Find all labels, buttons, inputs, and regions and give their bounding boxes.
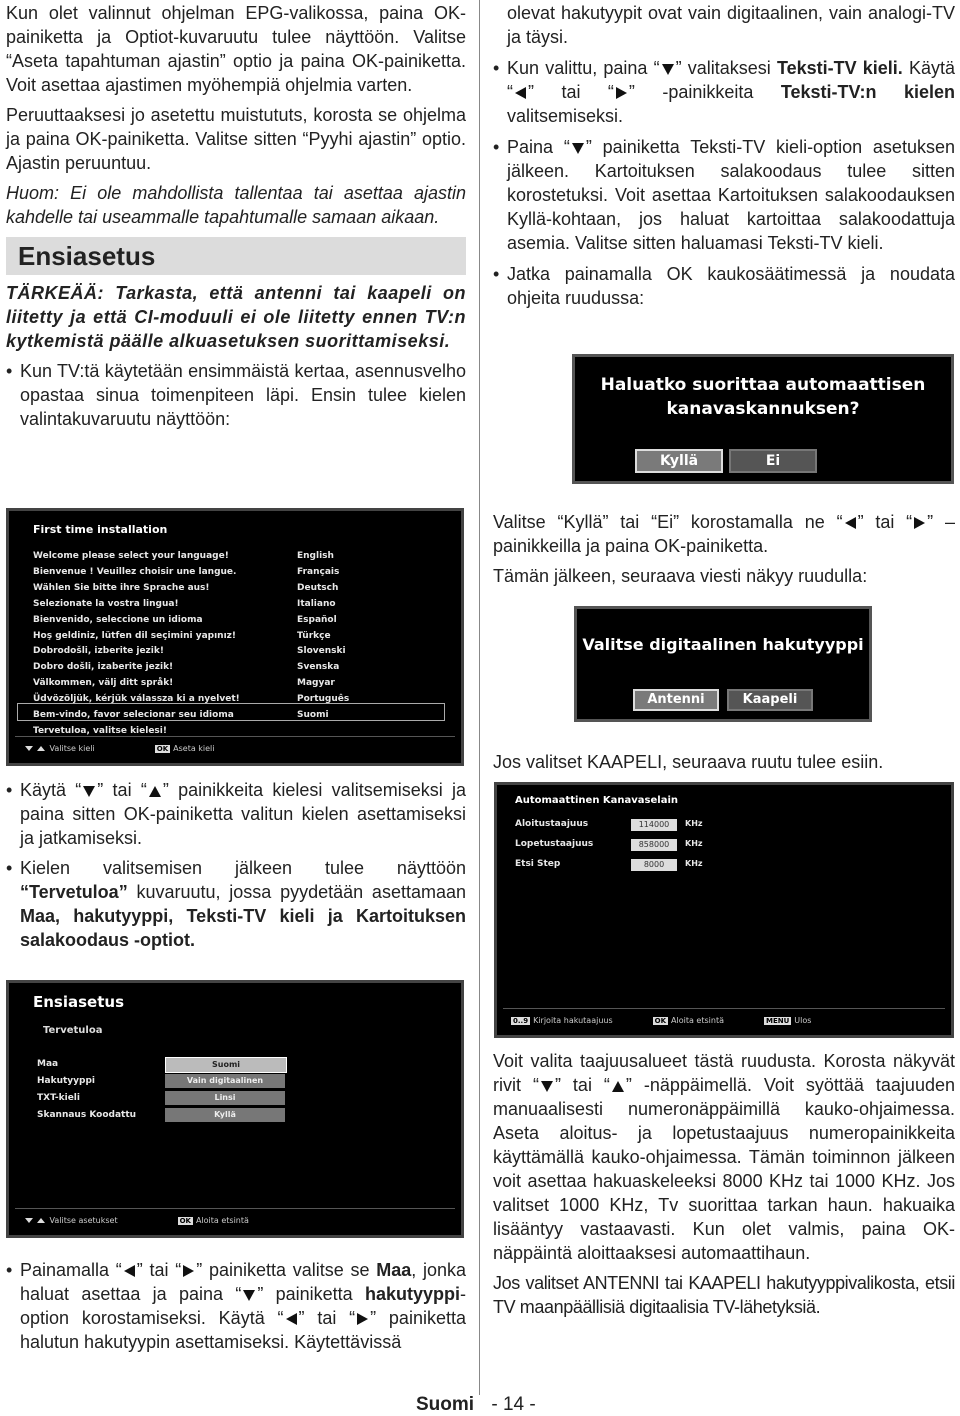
antenna-button[interactable]: Antenni xyxy=(633,689,719,711)
down-arrow-icon xyxy=(541,1081,553,1092)
footer-ok-label: Aseta kieli xyxy=(173,743,215,753)
bullet-select-language xyxy=(6,778,466,850)
cable-row-value[interactable]: 114000 xyxy=(631,819,677,831)
language-prompt: Üdvözöljük, kérjük válassza ki a nyelvet! xyxy=(33,694,240,705)
footer-digits-label: Kirjoita hakutaajuus xyxy=(533,1015,613,1025)
language-option[interactable]: Türkçe xyxy=(297,630,331,641)
ok-key-icon: OK xyxy=(156,744,169,753)
text-span: ” painiketta valitse se xyxy=(196,1260,377,1280)
footer-ok-label: Aloita etsintä xyxy=(195,1215,249,1225)
language-option[interactable]: Español xyxy=(297,614,337,625)
teletext-word: Teksti-TV kieli. xyxy=(776,58,903,78)
footer-select-hint xyxy=(23,1216,118,1225)
welcome-screen xyxy=(6,980,464,1238)
column-divider xyxy=(479,0,480,1395)
welcome-label: Hakutyyppi xyxy=(37,1076,96,1086)
cable-row-unit: KHz xyxy=(685,859,703,868)
bullet-teletext xyxy=(493,56,955,128)
right-arrow-icon xyxy=(914,517,925,529)
up-arrow-icon xyxy=(37,746,45,751)
welcome-screen-subtitle: Tervetuloa xyxy=(43,1025,103,1036)
paragraph-after: Tämän jälkeen, seuraava viesti näkyy ruudulla: xyxy=(493,566,868,586)
paragraph-cable: Jos valitset KAAPELI, seuraava ruutu tulee esiin. xyxy=(493,752,884,772)
text-span: Painamalla “ xyxy=(20,1260,122,1280)
language-prompt: Dobrodošli, izberite jezik! xyxy=(33,646,164,657)
right-column-cable-text xyxy=(493,750,955,774)
text-span: ” –painikkeilla ja paina OK-painiketta. xyxy=(493,512,955,556)
down-arrow-icon xyxy=(662,64,674,75)
yes-button[interactable]: Kyllä xyxy=(635,449,723,473)
text-span: ” tai “ xyxy=(136,1260,182,1280)
left-column-bottom xyxy=(6,1258,466,1354)
warning-paragraph: TÄRKEÄÄ: Tarkasta, että antenni tai kaapeli on liitetty ja että CI-moduuli ei ole liitetty ennen TV:n kytkemistä päälle alkuasetuksen suorittamiseksi. xyxy=(6,283,466,351)
welcome-screen-title: Ensiasetus xyxy=(33,993,124,1011)
text-span: ” -painikkeita xyxy=(628,82,781,102)
footer-digits-hint xyxy=(511,1016,613,1025)
down-arrow-icon xyxy=(83,786,95,797)
question-line-2: kanavaskannuksen? xyxy=(666,399,860,419)
language-prompt: Wählen Sie bitte ihre Sprache aus! xyxy=(33,582,210,593)
footer-ok-hint xyxy=(155,744,215,753)
text-span: ” tai “ xyxy=(97,780,147,800)
paragraph-antenna-cable: Jos valitset ANTENNI tai KAAPELI hakutyyppivalikosta, etsii TV maanpäällisiä digitaalisia TV-lähetyksiä. xyxy=(493,1273,955,1317)
digit-keys-icon: 0..9 xyxy=(513,1016,529,1025)
text-span: ” painiketta Teksti-TV kieli-option asetuksen jälkeen. Kartoituksen salakoodaus tulee sitten korostetuksi. Voit asettaa Kartoituksen salakoodauksen Kyllä-kohtaan, jos haluat kartoittaa salakoodattuja asemia. Valitse sitten haluamasi Teksti-TV kieli. xyxy=(507,137,955,253)
no-button[interactable]: Ei xyxy=(729,449,817,473)
cable-button[interactable]: Kaapeli xyxy=(727,689,813,711)
language-screen-title: First time installation xyxy=(33,523,168,536)
left-column xyxy=(6,0,466,431)
text-span: Jatka painamalla OK kaukosäätimessä ja noudata ohjeita ruudussa: xyxy=(507,264,955,308)
ok-key-icon: OK xyxy=(654,1016,667,1025)
language-option[interactable]: Suomi xyxy=(297,710,329,721)
text-span: valitsemiseksi. xyxy=(507,106,624,126)
cable-row-unit: KHz xyxy=(685,839,703,848)
cable-row-label: Etsi Step xyxy=(515,859,561,869)
language-option[interactable]: Deutsch xyxy=(297,582,339,593)
text-span: Käytä “ xyxy=(20,780,82,800)
footer-select-label: Valitse kieli xyxy=(49,743,95,753)
ok-key-icon: OK xyxy=(179,1216,191,1225)
bullet-scrambled xyxy=(493,135,955,255)
language-prompt: Bienvenue ! Veuillez choisir une langue. xyxy=(33,566,237,577)
language-option[interactable]: Italiano xyxy=(297,598,336,609)
text-span: ” tai “ xyxy=(554,1075,610,1095)
footer-select-hint xyxy=(23,744,95,753)
teletext-lang-word: Teksti-TV:n kielen xyxy=(780,82,955,102)
cable-row-value[interactable]: 8000 xyxy=(631,859,677,871)
footer-select-label: Valitse asetukset xyxy=(49,1215,118,1225)
welcome-screen-footer xyxy=(15,1208,455,1231)
search-type-word: hakutyyppi xyxy=(364,1284,460,1304)
down-arrow-icon xyxy=(25,746,33,751)
language-prompt: Welcome please select your language! xyxy=(33,551,229,561)
text-span: ” tai “ xyxy=(857,512,913,532)
footer-ok-hint xyxy=(178,1216,249,1225)
welcome-label: Skannaus Koodattu xyxy=(37,1110,137,1120)
right-column xyxy=(493,0,955,310)
language-prompt: Välkommen, välj ditt språk! xyxy=(33,678,174,689)
language-prompt: Dobro došli, izaberite jezik! xyxy=(33,662,174,673)
text-span: , jonka haluat asettaa ja paina “ xyxy=(20,1260,466,1304)
welcome-name: “Tervetuloa” xyxy=(20,882,128,902)
bullet-country xyxy=(6,1258,466,1354)
right-column-bottom xyxy=(493,1049,955,1319)
paragraph-search-types: olevat hakutyypit ovat vain digitaalinen, vain analogi-TV ja täysi. xyxy=(507,3,955,47)
welcome-value[interactable]: Kyllä xyxy=(165,1108,285,1122)
footer-menu-label: Ulos xyxy=(794,1015,812,1025)
language-prompt: Bem-vindo, favor selecionar seu idioma xyxy=(33,710,234,721)
text-span: ” tai “ xyxy=(528,82,614,102)
country-word: Maa xyxy=(376,1260,412,1280)
footer-ok-hint xyxy=(653,1016,724,1025)
left-arrow-icon xyxy=(515,87,526,99)
cable-scan-screen xyxy=(494,782,954,1038)
language-option[interactable]: Svenska xyxy=(297,662,340,673)
right-column-mid xyxy=(493,510,955,588)
text-span: Kun valittu, paina “ xyxy=(507,58,660,78)
text-span: ” painiketta xyxy=(257,1284,365,1304)
right-arrow-icon xyxy=(183,1265,194,1277)
text-span: ” painikkeita kielesi valitsemiseksi ja paina sitten OK-painiketta valitun kielen asettamiseksi ja jatkamiseksi. xyxy=(20,780,466,848)
language-prompt: Selezionate la vostra lingua! xyxy=(33,598,179,609)
bullet-first-use xyxy=(6,359,466,431)
footer-ok-label: Aloita etsintä xyxy=(671,1015,724,1025)
welcome-value[interactable]: Linsi xyxy=(165,1091,285,1105)
language-prompt: Bienvenido, seleccione un idioma xyxy=(33,614,203,625)
left-column-lower xyxy=(6,778,466,952)
down-arrow-icon xyxy=(243,1290,255,1301)
text-span: Kielen valitsemisen jälkeen tulee näyttöön xyxy=(20,858,466,878)
up-arrow-icon xyxy=(612,1081,624,1092)
auto-scan-dialog xyxy=(572,354,954,484)
question-line-1: Haluatko suorittaa automaattisen xyxy=(600,375,926,395)
search-type-question: Valitse digitaalinen hakutyyppi xyxy=(582,635,864,654)
down-arrow-icon xyxy=(25,1218,33,1223)
welcome-label: TXT-kieli xyxy=(37,1093,80,1103)
page-number: - 14 - xyxy=(491,1394,536,1415)
text-span: Käytä “ xyxy=(507,58,956,102)
language-prompt: Tervetuloa, valitse kielesi! xyxy=(33,725,167,736)
language-screen-footer xyxy=(15,736,455,759)
language-option[interactable]: Português xyxy=(297,694,350,705)
right-arrow-icon xyxy=(616,87,627,99)
paragraph-frequency xyxy=(493,1049,955,1265)
selected-row-highlight xyxy=(17,703,445,721)
language-prompt: Hoş geldiniz, lütfen dil seçimini yapınız! xyxy=(33,630,237,641)
welcome-label: Maa xyxy=(37,1059,59,1069)
text-span: ” painiketta halutun hakutyypin asettamiseksi. Käytettävissä xyxy=(20,1308,466,1352)
bullet-welcome xyxy=(6,856,466,952)
left-arrow-icon xyxy=(286,1313,297,1325)
text-span: Voit valita taajuusalueet tästä ruudusta. Korosta näkyvät rivit “ xyxy=(493,1051,955,1095)
cable-row-unit: KHz xyxy=(685,819,703,828)
language-screen xyxy=(6,508,464,766)
cable-screen-footer xyxy=(503,1008,945,1031)
cable-screen-title: Automaattinen Kanavaselain xyxy=(515,795,679,806)
left-arrow-icon xyxy=(845,517,856,529)
text-span: -option korostamiseksi. Käytä “ xyxy=(20,1284,466,1328)
text-span: kuvaruutu, jossa pyydetään asettamaan xyxy=(127,882,466,902)
menu-key-icon: MENU xyxy=(765,1016,790,1025)
language-name-list xyxy=(297,549,349,724)
auto-scan-question xyxy=(575,373,951,421)
cable-row-label: Aloitustaajuus xyxy=(515,819,589,829)
bullet-first-use-text: Kun TV:tä käytetään ensimmäistä kertaa, asennusvelho opastaa sinua toimenpiteen läpi. Ensin tulee kielen valintakuvaruutu näyttöön: xyxy=(20,361,466,429)
welcome-value[interactable]: Vain digitaalinen xyxy=(165,1074,285,1088)
up-arrow-icon xyxy=(37,1218,45,1223)
bullet-continue xyxy=(493,262,955,310)
footer-menu-hint xyxy=(764,1016,811,1025)
up-arrow-icon xyxy=(149,786,161,797)
text-span: ” valitaksesi xyxy=(675,58,777,78)
note-paragraph: Huom: Ei ole mahdollista tallentaa tai asettaa ajastin kahdelle tai useammalle tapahtumalle samaan aikaan. xyxy=(6,183,466,227)
text-span: Valitse “Kyllä” tai “Ei” korostamalla ne “ xyxy=(493,512,843,532)
page-footer xyxy=(416,1394,536,1416)
down-arrow-icon xyxy=(572,143,584,154)
language-option[interactable]: English xyxy=(297,551,334,561)
search-type-dialog xyxy=(574,606,872,722)
language-option[interactable]: Slovenski xyxy=(297,646,346,657)
paragraph-cancel: Peruuttaaksesi jo asetettu muistututs, korosta se ohjelma ja paina OK-painiketta. Valitse sitten “Pyyhi ajastin” optio. Ajastin peruuntuu. xyxy=(6,105,466,173)
left-arrow-icon xyxy=(124,1265,135,1277)
language-option[interactable]: Français xyxy=(297,566,340,577)
section-heading: Ensiasetus xyxy=(6,237,466,275)
language-option[interactable]: Magyar xyxy=(297,678,335,689)
footer-language: Suomi xyxy=(416,1394,475,1415)
right-arrow-icon xyxy=(357,1313,368,1325)
text-span: ” tai “ xyxy=(298,1308,356,1328)
paragraph-epg: Kun olet valinnut ohjelman EPG-valikossa, paina OK-painiketta ja Optiot-kuvaruutu tulee näyttöön. Valitse “Aseta tapahtuman ajastin” optio ja paina OK-painiketta. Voit asettaa ajastimen myöhempiä ohjelmia varten. xyxy=(6,3,466,95)
cable-row-value[interactable]: 858000 xyxy=(631,839,677,851)
cable-row-label: Lopetustaajuus xyxy=(515,839,594,849)
paragraph-select-yes-no xyxy=(493,510,955,558)
text-span: ” -näppäimellä. Voit syöttää taajuuden manuaalisesti numeronäppäimillä kauko-ohjaimessa. Aseta aloitus- ja lopetustaajuus numeropainikkeita käyttämällä kauko-ohjaimessa. Tämän toiminnon jälkeen voit asettaa hakuaskeleeksi 8000 KHz tai 1000 KHz. Jos valitset 1000 KHz, Tv suorittaa tarkan haun. hakuaika lisääntyy vastaavasti. Kun olet valmis, paina OK-näppäintä aloittaaksesi automaattihaun. xyxy=(493,1075,955,1263)
options-list: Maa, hakutyyppi, Teksti-TV kieli ja Kartoituksen salakoodaus -optiot. xyxy=(20,906,466,950)
text-span: Paina “ xyxy=(507,137,570,157)
welcome-value[interactable]: Suomi xyxy=(165,1057,287,1073)
